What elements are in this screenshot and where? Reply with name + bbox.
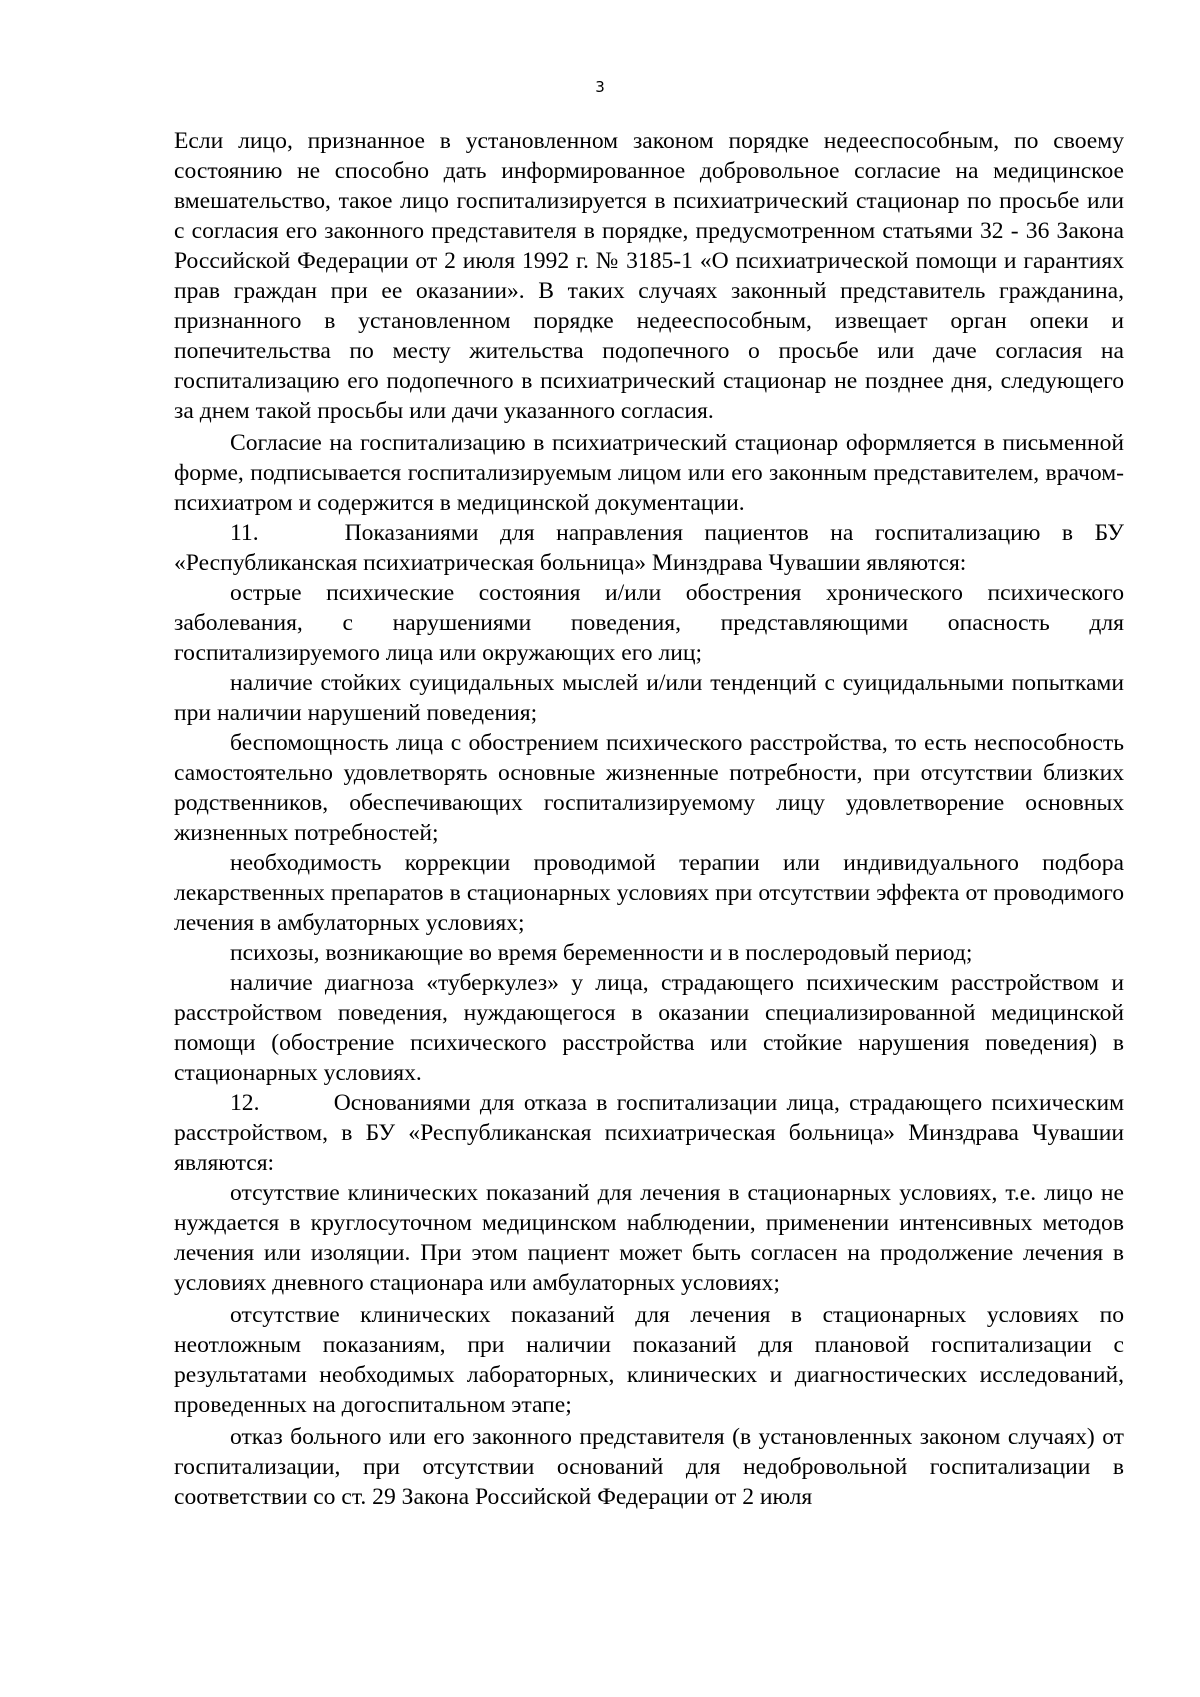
page-number: 3 [595, 78, 605, 96]
paragraph-2: Согласие на госпитализацию в психиатрический стационар оформляется в письменной форме, подписывается госпитализируемым лицом или его законным представителем, врачом-психиатром и содержится в медицинской документации. [174, 430, 1124, 516]
paragraph-11: отсутствие клинических показаний для лечения в стационарных условиях, т.е. лицо не нуждается в круглосуточном медицинском наблюдении, применении интенсивных методов лечения или изоляции. При этом пациент может быть согласен на продолжение лечения в условиях дневного стационара или амбулаторных условиях; [174, 1180, 1124, 1296]
paragraph-5: наличие стойких суицидальных мыслей и/или тенденций с суицидальными попытками при наличии нарушений поведения; [174, 670, 1124, 726]
paragraph-6: беспомощность лица с обострением психического расстройства, то есть неспособность самостоятельно удовлетворять основные жизненные потребности, при отсутствии близких родственников, обеспечивающих госпитализируемому лицу удовлетворение основных жизненных потребностей; [174, 730, 1124, 846]
paragraph-3: 11. Показаниями для направления пациентов на госпитализацию в БУ «Республиканская психиатрическая больница» Минздрава Чувашии являются: [174, 520, 1130, 576]
paragraph-4: острые психические состояния и/или обострения хронического психического заболевания, с нарушениями поведения, представляющими опасность для госпитализируемого лица или окружающих его лиц; [174, 580, 1124, 666]
document-body [174, 126, 1130, 1512]
paragraph-13: отказ больного или его законного представителя (в установленных законом случаях) от госпитализации, при отсутствии оснований для недобровольной госпитализации в соответствии со ст. 29 Закона Российской Федерации от 2 июля [174, 1424, 1124, 1510]
paragraph-7: необходимость коррекции проводимой терапии или индивидуального подбора лекарственных препаратов в стационарных условиях при отсутствии эффекта от проводимого лечения в амбулаторных условиях; [174, 850, 1124, 936]
paragraph-12: отсутствие клинических показаний для лечения в стационарных условиях по неотложным показаниям, при наличии показаний для плановой госпитализации с результатами необходимых лабораторных, клинических и диагностических исследований, проведенных на догоспитальном этапе; [174, 1302, 1124, 1418]
paragraph-9: наличие диагноза «туберкулез» у лица, страдающего психическим расстройством и расстройством поведения, нуждающегося в оказании специализированной медицинской помощи (обострение психического расстройства или стойкие нарушения поведения) в стационарных условиях. [174, 970, 1124, 1086]
paragraph-8: психозы, возникающие во время беременности и в послеродовый период; [230, 940, 973, 966]
paragraph-10: 12. Основаниями для отказа в госпитализации лица, страдающего психическим расстройством, в БУ «Республиканская психиатрическая больница» Минздрава Чувашии являются: [174, 1090, 1130, 1176]
paragraph-1: Если лицо, признанное в установленном законом порядке недееспособным, по своему состоянию не способно дать информированное добровольное согласие на медицинское вмешательство, такое лицо госпитализируется в психиатрический стационар по просьбе или с согласия его законного представителя в порядке, предусмотренном статьями 32 - 36 Закона Российской Федерации от 2 июля 1992 г. № 3185-1 «О психиатрической помощи и гарантиях прав граждан при ее оказании». В таких случаях законный представитель гражданина, признанного в установленном порядке недееспособным, извещает орган опеки и попечительства по месту жительства подопечного о просьбе или даче согласия на госпитализацию его подопечного в психиатрический стационар не позднее дня, следующего за днем такой просьбы или дачи указанного согласия. [174, 128, 1124, 424]
